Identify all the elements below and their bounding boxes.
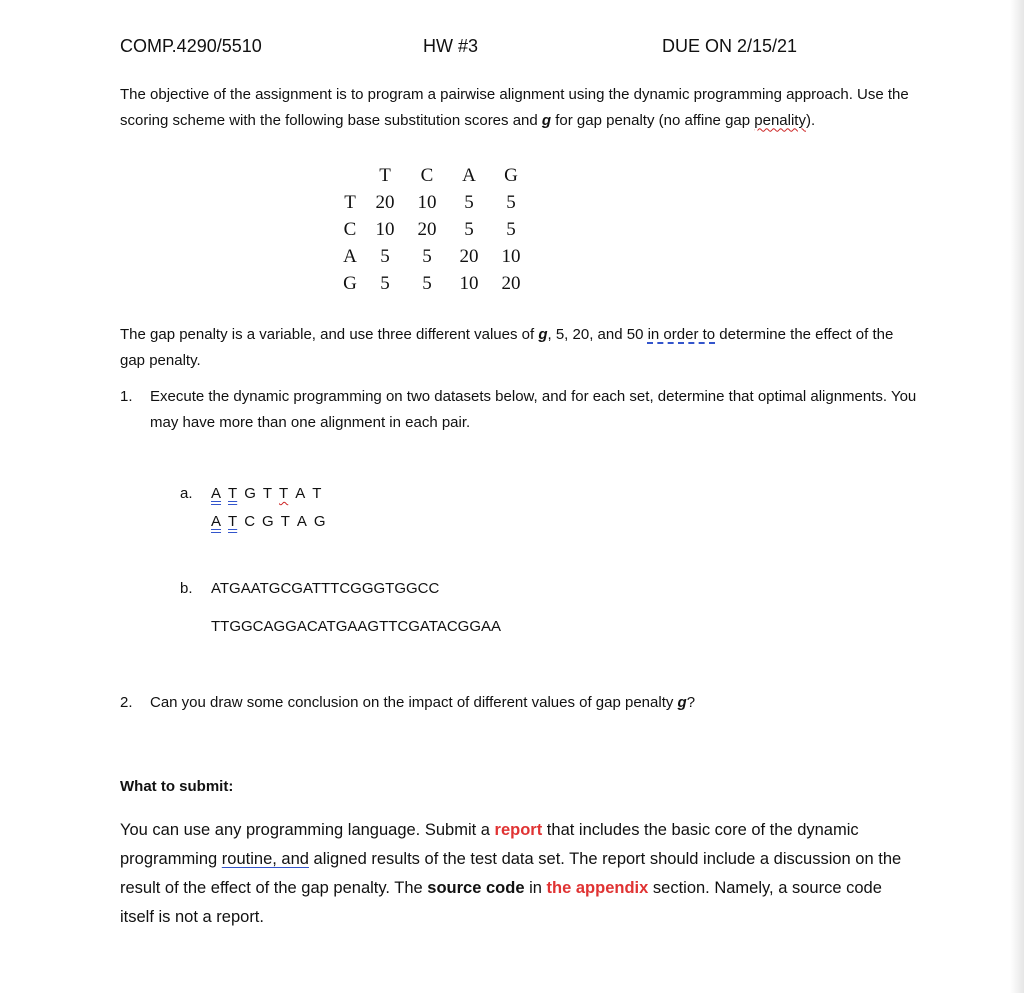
matrix-cell: 20 [417, 218, 437, 240]
intro-text-3: ). [805, 111, 816, 129]
course-code: COMP.4290/5510 [120, 36, 262, 56]
intro-g-symbol: g [541, 111, 552, 129]
submit-heading: What to submit: [120, 778, 234, 795]
submit-routine-and: routine, and [221, 850, 309, 868]
gap-penalty-paragraph [120, 322, 910, 373]
matrix-cell: 10 [375, 218, 395, 240]
item-2-text-1: Can you draw some conclusion on the impact of different values of gap penalty [150, 694, 678, 711]
matrix-header-row [336, 162, 532, 189]
matrix-cell: 20 [375, 191, 395, 213]
matrix-row [336, 243, 532, 270]
item-2-g-symbol: g [677, 694, 687, 711]
item-1-text: Execute the dynamic programming on two datasets below, and for each set, determine that optimal alignments. You may have more than one alignment in each pair. [150, 388, 917, 431]
base: A [295, 485, 306, 502]
matrix-col-header: A [462, 164, 476, 186]
homework-number: HW #3 [423, 36, 479, 56]
base: A [211, 485, 222, 502]
matrix-cell: 5 [464, 191, 474, 213]
submit-paragraph [120, 816, 920, 932]
submit-text-1: You can use any programming language. Submit a [120, 821, 495, 839]
base: A [296, 513, 307, 530]
matrix-cell: 5 [380, 272, 390, 294]
base: G [313, 513, 326, 530]
submit-text-3: aligned results of the test data set. The report should include a discussion on the result of the effect of the gap penalty. The [120, 850, 902, 897]
intro-text-2: for gap penalty (no affine gap [551, 111, 755, 129]
base: T [280, 513, 290, 530]
matrix-row-label: T [344, 191, 356, 213]
dataset-a-seq2 [211, 513, 333, 530]
matrix-row-label: A [343, 245, 357, 267]
matrix-cell: 20 [501, 272, 521, 294]
matrix-row-label: G [343, 272, 357, 294]
item-2-text [150, 694, 695, 711]
gap-in-order-to: in order to [647, 326, 716, 343]
base: G [244, 485, 256, 502]
item-2-number: 2. [120, 694, 133, 711]
dataset-b-label: b. [180, 580, 193, 597]
gap-g-symbol: g [538, 326, 548, 343]
base: A [211, 513, 222, 530]
matrix-cell: 20 [459, 245, 479, 267]
matrix-row-label: C [343, 218, 357, 240]
matrix-cell: 5 [506, 218, 516, 240]
matrix-cell: 10 [417, 191, 437, 213]
submit-report-word: report [494, 821, 543, 839]
matrix-col-header: C [420, 164, 434, 186]
matrix-row [336, 270, 532, 297]
base: T [262, 485, 273, 502]
base: T [228, 513, 238, 530]
matrix-row [336, 216, 532, 243]
gap-text-2: , 5, 20, and 50 [547, 326, 648, 343]
item-1-number: 1. [120, 388, 133, 405]
dataset-a-label: a. [180, 485, 193, 502]
matrix-cell: 5 [422, 272, 432, 294]
matrix-cell: 5 [506, 191, 516, 213]
intro-paragraph [120, 82, 910, 133]
base: G [262, 513, 274, 530]
submit-the-word: the [546, 879, 572, 897]
submit-source-code: source code [427, 879, 525, 897]
base: T [228, 485, 238, 502]
matrix-cell: 5 [464, 218, 474, 240]
dataset-b-seq2: TTGGCAGGACATGAAGTTCGATACGGAA [211, 618, 502, 635]
matrix-cell: 5 [422, 245, 432, 267]
intro-penality-word: penality [754, 111, 806, 129]
gap-text-3: determine the effect of the gap penalty. [120, 326, 894, 369]
matrix-col-header: T [379, 164, 391, 186]
matrix-cell: 5 [380, 245, 390, 267]
submit-text-4: in [524, 879, 547, 897]
item-2-text-2: ? [686, 694, 696, 711]
due-date: DUE ON 2/15/21 [662, 36, 798, 56]
base: T [279, 485, 289, 502]
matrix-col-header: G [504, 164, 518, 186]
dataset-b-seq1: ATGAATGCGATTTCGGGTGGCC [211, 580, 440, 597]
submit-appendix-word: appendix [575, 879, 649, 897]
matrix-row [336, 189, 532, 216]
page-edge-shadow [1010, 0, 1024, 993]
matrix-corner [336, 162, 364, 189]
matrix-cell: 10 [459, 272, 479, 294]
gap-text-1: The gap penalty is a variable, and use three different values of [120, 326, 539, 343]
matrix-cell: 10 [501, 245, 521, 267]
submit-text-5: section. Namely, a source code itself is not a report. [120, 879, 882, 926]
dataset-a-seq1 [211, 485, 328, 502]
intro-text-1: The objective of the assignment is to program a pairwise alignment using the dynamic programming approach. Use the scoring scheme with the following base substitution scores and [120, 86, 909, 129]
base: T [312, 485, 322, 502]
submit-text-2: that includes the basic core of the dynamic programming [120, 821, 859, 868]
substitution-matrix [336, 162, 532, 297]
base: C [244, 513, 256, 530]
